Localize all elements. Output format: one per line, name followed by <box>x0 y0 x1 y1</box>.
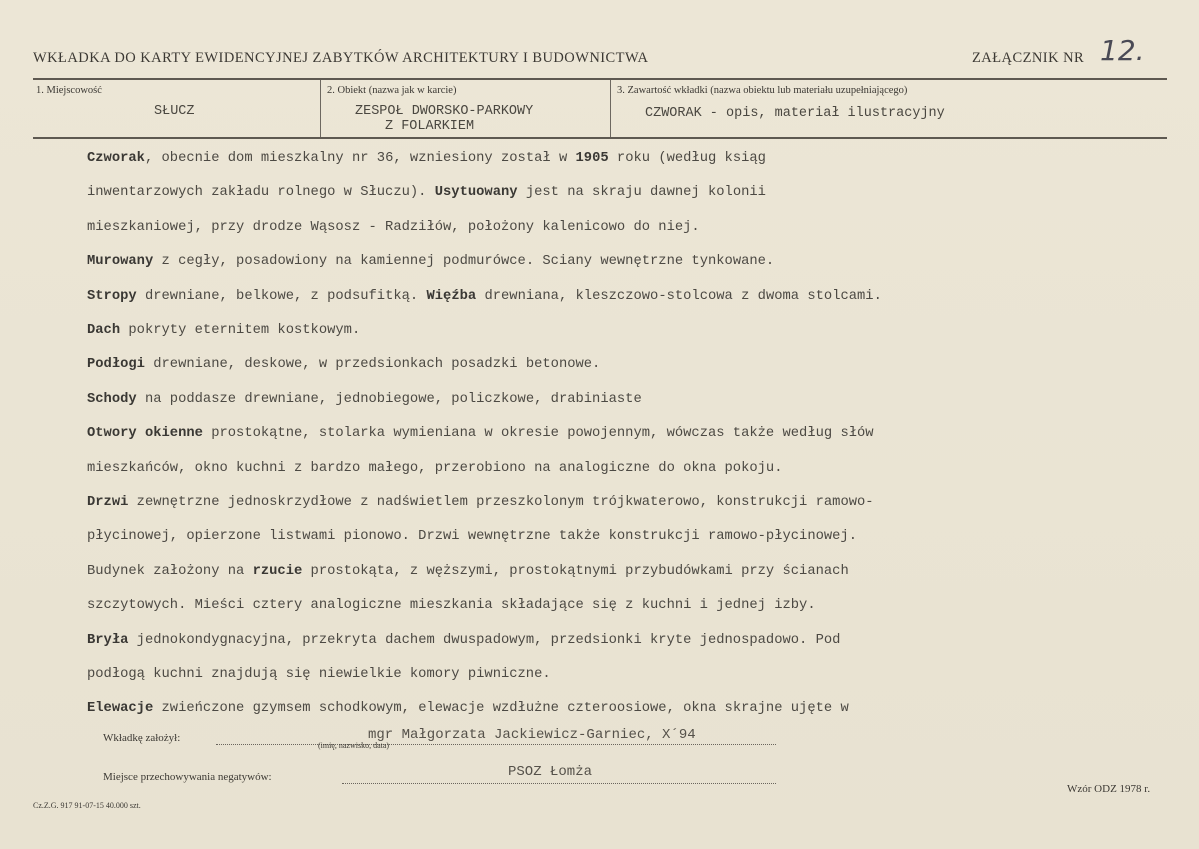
body-text-segment: Budynek założony na <box>87 563 253 579</box>
body-text-segment: zewnętrzne jednoskrzydłowe z nadświetlem przeszkolonym trójkwaterowo, konstrukcji ramowo- <box>128 495 874 510</box>
body-line <box>87 701 849 716</box>
place-label: 1. Miejscowość <box>36 85 102 96</box>
body-text-segment: inwentarzowych zakładu rolnego w Słuczu). <box>87 185 435 201</box>
content-value: CZWORAK - opis, materiał ilustracyjny <box>645 106 945 121</box>
attachment-label: ZAŁĄCZNIK NR <box>972 50 1085 66</box>
body-text-segment: jednokondygnacyjna, przekryta dachem dwuspadowym, przedsionki kryte jednospadowo. Pod <box>128 632 841 648</box>
field-box-top-line <box>33 78 1167 80</box>
body-keyword: Schody <box>87 391 137 407</box>
body-line <box>87 495 874 510</box>
body-keyword: Więźba <box>426 288 477 304</box>
body-keyword: Bryła <box>87 632 129 648</box>
body-keyword: rzucie <box>252 563 303 579</box>
body-keyword: Czworak <box>87 151 145 166</box>
body-text-segment: na poddasze drewniane, jednobiegowe, policzkowe, drabiniaste <box>136 391 642 407</box>
body-text-segment: , obecnie dom mieszkalny nr 36, wzniesiony został w <box>144 151 576 166</box>
negatives-label: Miejsce przechowywania negatywów: <box>103 771 272 783</box>
author-hint: (imię, nazwisko, data) <box>318 741 390 750</box>
body-line <box>87 633 840 648</box>
body-text-segment: prostokąta, z węższymi, prostokątnymi przybudówkami przy ścianach <box>302 563 849 579</box>
object-value-line-2: Z FOLARKIEM <box>385 119 475 134</box>
body-keyword: Elewacje <box>87 701 154 717</box>
author-label: Wkładkę założył: <box>103 732 181 744</box>
body-text-segment: pokryty eternitem kostkowym. <box>120 323 361 338</box>
body-text-segment: mieszkańców, okno kuchni z bardzo małego, przerobiono na analogiczne do okna pokoju. <box>87 460 783 476</box>
field-divider-2 <box>610 80 611 137</box>
body-keyword: Podłogi <box>87 357 145 373</box>
body-text-segment: jest na skraju dawnej kolonii <box>517 185 766 201</box>
body-text-segment: roku (według ksiąg <box>608 151 766 166</box>
author-dotted-line <box>216 744 776 745</box>
place-value: SŁUCZ <box>154 104 195 119</box>
body-keyword: 1905 <box>575 151 609 166</box>
form-model: Wzór ODZ 1978 r. <box>1067 783 1151 795</box>
negatives-dotted-line <box>342 783 776 784</box>
field-box-bottom-line <box>33 137 1167 139</box>
body-text-segment: płycinowej, opierzone listwami pionowo. Drzwi wewnętrzne także konstrukcji ramowo-płycinowej. <box>87 529 857 545</box>
body-line <box>87 392 642 407</box>
body-text-segment: zwieńczone gzymsem schodkowym, elewacje wzdłużne czteroosiowe, okna skrajne ujęte w <box>153 701 849 717</box>
body-line <box>87 598 816 613</box>
form-title: WKŁADKA DO KARTY EWIDENCYJNEJ ZABYTKÓW ARCHITEKTURY I BUDOWNICTWA <box>33 50 649 66</box>
attachment-number: 12. <box>1100 34 1145 67</box>
body-keyword: Drzwi <box>87 495 129 510</box>
body-line <box>87 220 700 235</box>
body-text-segment: szczytowych. Mieści cztery analogiczne mieszkania składające się z kuchni i jednej izby. <box>87 598 816 614</box>
body-text-segment: mieszkaniowej, przy drodze Wąsosz - Radziłów, położony kalenicowo do niej. <box>87 219 700 235</box>
body-line <box>87 323 360 338</box>
body-line <box>87 564 849 579</box>
body-line <box>87 529 857 544</box>
body-text-segment: podłogą kuchni znajdują się niewielkie komory piwniczne. <box>87 667 551 682</box>
body-line <box>87 461 782 476</box>
print-info: Cz.Z.G. 917 91-07-15 40.000 szt. <box>33 801 141 810</box>
body-text-segment: drewniane, belkowe, z podsufitką. <box>136 288 427 304</box>
field-divider-1 <box>320 80 321 137</box>
body-line <box>87 667 551 682</box>
body-text-segment: drewniane, deskowe, w przedsionkach posadzki betonowe. <box>144 357 601 373</box>
body-text-segment: drewniana, kleszczowo-stolcowa z dwoma stolcami. <box>476 288 882 304</box>
body-line <box>87 357 600 372</box>
body-keyword: Otwory okienne <box>87 426 203 442</box>
body-line <box>87 254 774 269</box>
body-text-segment: prostokątne, stolarka wymieniana w okresie powojennym, wówczas także według słów <box>202 426 874 442</box>
body-text-segment: z cegły, posadowiony na kamiennej podmurówce. Sciany wewnętrzne tynkowane. <box>153 254 775 270</box>
body-keyword: Dach <box>87 323 121 338</box>
body-keyword: Usytuowany <box>434 185 518 201</box>
negatives-value: PSOZ Łomża <box>508 764 593 780</box>
body-line <box>87 185 766 200</box>
body-keyword: Stropy <box>87 288 137 304</box>
object-value-line-1: ZESPOŁ DWORSKO-PARKOWY <box>355 104 534 119</box>
content-label: 3. Zawartość wkładki (nazwa obiektu lub materiału uzupełniającego) <box>617 85 908 96</box>
author-value: mgr Małgorzata Jackiewicz-Garniec, X´94 <box>368 727 696 743</box>
object-label: 2. Obiekt (nazwa jak w karcie) <box>327 85 457 96</box>
body-line <box>87 151 766 166</box>
body-keyword: Murowany <box>87 254 154 270</box>
body-line <box>87 289 882 304</box>
body-line <box>87 426 874 441</box>
